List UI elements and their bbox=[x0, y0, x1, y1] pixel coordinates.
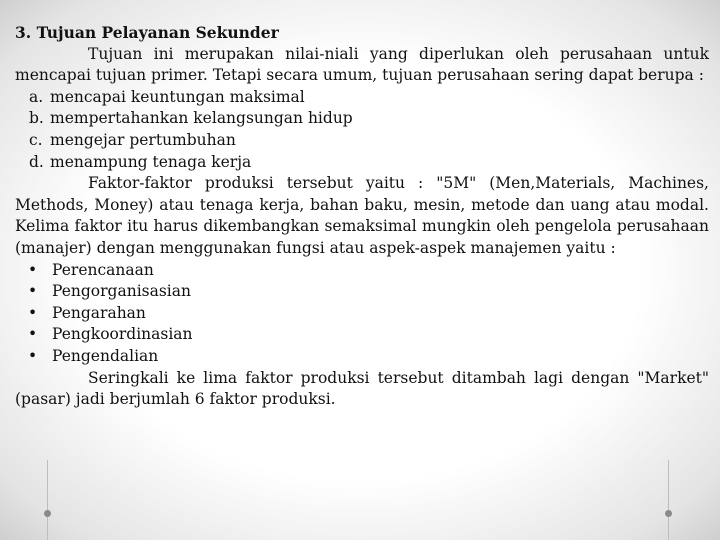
list-marker: b. bbox=[29, 109, 44, 128]
list-item-text: Pengkoordinasian bbox=[52, 325, 193, 344]
paragraph-intro: Tujuan ini merupakan nilai-niali yang diperlukan oleh perusahaan untuk mencapai tujuan primer. Tetapi secara umum, tujuan perusahaan sering dapat berupa : bbox=[15, 44, 709, 85]
list-item bbox=[15, 130, 709, 152]
list-item bbox=[15, 108, 709, 130]
list-marker: a. bbox=[29, 87, 44, 106]
bullet-icon: • bbox=[28, 303, 38, 322]
list-item bbox=[15, 346, 709, 368]
goals-list bbox=[15, 87, 709, 173]
decorative-line-right bbox=[668, 460, 669, 540]
list-item-text: mengejar pertumbuhan bbox=[50, 130, 236, 149]
list-item bbox=[15, 260, 709, 282]
list-item bbox=[15, 281, 709, 303]
list-item-text: Perencanaan bbox=[52, 260, 154, 279]
list-item-text: Pengorganisasian bbox=[52, 282, 191, 301]
list-item-text: menampung tenaga kerja bbox=[50, 152, 252, 171]
list-item bbox=[15, 152, 709, 174]
decorative-dot-left-icon bbox=[44, 510, 51, 517]
section-title: 3. Tujuan Pelayanan Sekunder bbox=[15, 23, 279, 42]
bullet-icon: • bbox=[28, 346, 38, 365]
paragraph-market: Seringkali ke lima faktor produksi tersebut ditambah lagi dengan "Market" (pasar) jadi berjumlah 6 faktor produksi. bbox=[15, 368, 709, 409]
decorative-line-left bbox=[47, 460, 48, 540]
list-item-text: mencapai keuntungan maksimal bbox=[50, 87, 305, 106]
list-item-text: Pengarahan bbox=[52, 303, 146, 322]
list-item bbox=[15, 324, 709, 346]
list-item-text: Pengendalian bbox=[52, 346, 159, 365]
list-item bbox=[15, 303, 709, 325]
bullet-icon: • bbox=[28, 260, 38, 279]
functions-list bbox=[15, 260, 709, 368]
bullet-icon: • bbox=[28, 325, 38, 344]
list-marker: c. bbox=[29, 130, 43, 149]
list-marker: d. bbox=[29, 152, 44, 171]
slide-content bbox=[15, 22, 709, 411]
decorative-dot-right-icon bbox=[665, 510, 672, 517]
bullet-icon: • bbox=[28, 282, 38, 301]
list-item bbox=[15, 87, 709, 109]
paragraph-factors: Faktor-faktor produksi tersebut yaitu : "5M" (Men,Materials, Machines, Methods, Money) atau tenaga kerja, bahan baku, mesin, metode dan uang atau modal. Kelima faktor itu harus dikembangkan semaksimal mungkin oleh pengelola perusahaan (manajer) dengan menggunakan fungsi atau aspek-aspek manajemen yaitu : bbox=[15, 174, 709, 257]
list-item-text: mempertahankan kelangsungan hidup bbox=[50, 109, 353, 128]
